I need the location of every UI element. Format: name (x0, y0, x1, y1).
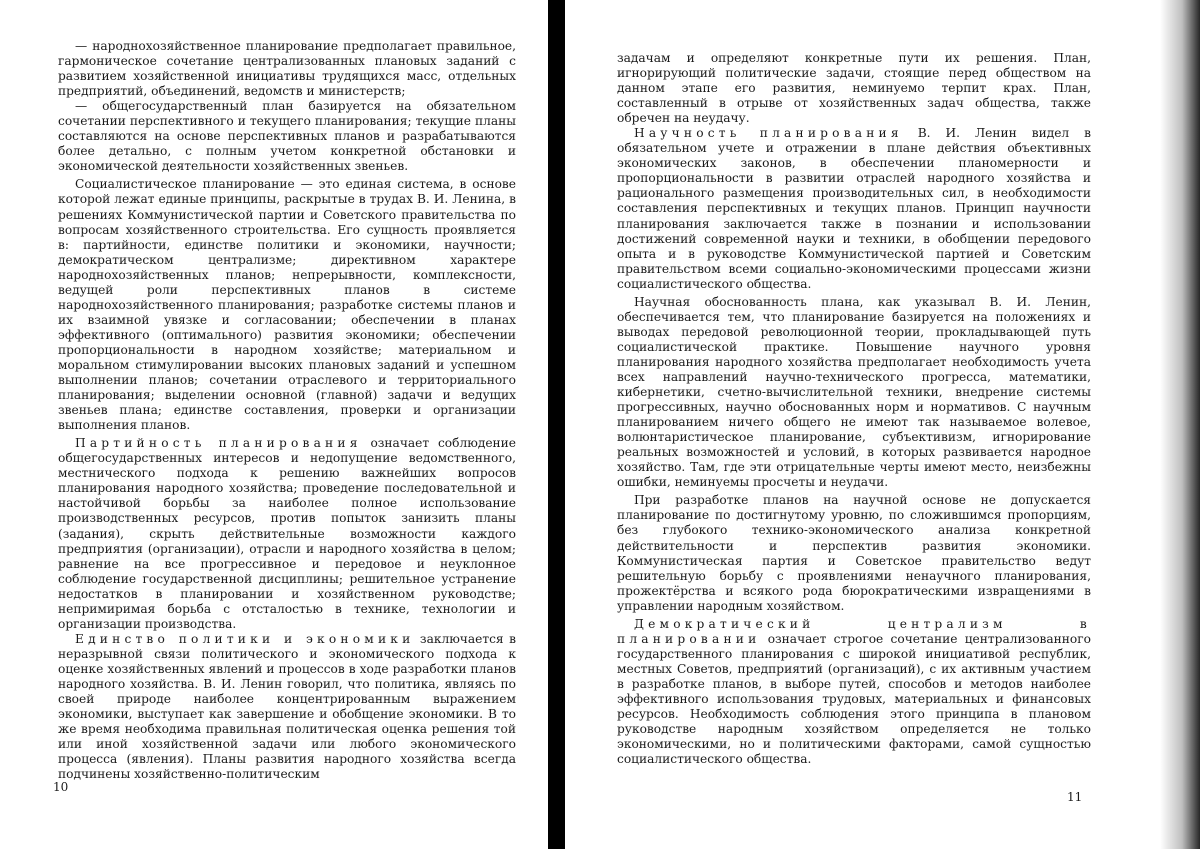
left-page (0, 0, 548, 849)
spaced-lead-phrase: Научность планирования (634, 126, 903, 140)
paragraph-body: В. И. Ленин видел в обязательном учете и отражении в плане действия объективных экономических законов, в обеспечении планомерности и пропорциональности в развитии отраслей народного хозяйства и рационального размещения производительных сил, в необходимости составления перспективных и текущих планов. Принцип научности планирования заключается также в познании и использовании достижений современной науки и техники, в обобщении передового опыта и в руководстве Коммунистической партией и Советским правительством всеми социально-экономическими процессами жизни социалистического общества. (617, 126, 1091, 290)
paragraph (617, 126, 1091, 292)
paragraph: Социалистическое планирование — это единая система, в основе которой лежат единые принципы, раскрытые в трудах В. И. Ленина, в решениях Коммунистической партии и Советского правительства по вопросам хозяйственного строительства. Его сущность проявляется в: партийности, единстве политики и экономики, научности; демократическом централизме; директивном характере народнохозяйственных планов; непрерывности, комплексности, ведущей роли перспективных планов в системе народнохозяйственного планирования; разработке системы планов и их взаимной увязке и согласовании; обеспечении в планах эффективного (оптимального) развития экономики; обеспечении пропорциональности в народном хозяйстве; материальном и моральном стимулировании высоких плановых заданий и успешном выполнении планов; сочетании отраслевого и территориального планирования; выделении основной (главной) задачи и ведущих звеньев плана; единстве составления, проверки и организации выполнения планов. (58, 177, 516, 433)
paragraph: При разработке планов на научной основе не допускается планирование по достигнутому уровню, по сложившимся пропорциям, без глубокого технико-экономического анализа конкретной действительности и перспектив развития экономики. Коммунистическая партия и Советское правительство ведут решительную борьбу с проявлениями ненаучного планирования, прожектёрства и всякого рода бюрократическими извращениями в управлении народным хозяйством. (617, 493, 1091, 613)
page-number: 10 (53, 780, 68, 794)
paragraph-body: заключается в неразрывной связи политического и экономического подхода к оценке хозяйственных явлений и процессов в ходе разработки планов народного хозяйства. В. И. Ленин говорил, что политика, являясь по своей природе наиболее концентрированным выражением экономики, выступает как завершение и обобщение экономики. В то же время необходима правильная политическая оценка решения той или иной хозяйственной задачи или любого экономического процесса (явления). Планы развития народного хозяйства всегда подчинены хозяйственно-политическим (58, 632, 516, 781)
paragraph-body: означает соблюдение общегосударственных интересов и недопущение ведомственного, местнического подхода к решению важнейших вопросов планирования народного хозяйства; проведение последовательной и настойчивой борьбы за наиболее полное использование производственных ресурсов, против попыток занизить планы (задания), скрыть действительные возможности каждого предприятия (организации), отрасли и народного хозяйства в целом; равнение на все прогрессивное и передовое и неуклонное соблюдение государственной дисциплины; решительное устранение недостатков в планировании и хозяйственном руководстве; непримиримая борьба с отсталостью в технике, технологии и организации производства. (58, 436, 516, 631)
spaced-lead-phrase: Демократический централизм в планировании (617, 617, 1091, 646)
right-page (565, 0, 1200, 849)
scan-edge-shadow (1160, 0, 1200, 849)
spaced-lead-phrase: Единство политики и экономики (75, 632, 414, 646)
paragraph: Научная обоснованность плана, как указывал В. И. Ленин, обеспечивается тем, что планирование базируется на положениях и выводах передовой революционной теории, прокладывающей путь социалистической практике. Повышение научного уровня планирования народного хозяйства предполагает необходимость учета всех направлений научно-технического прогресса, математики, кибернетики, счетно-вычислительной техники, внедрение системы прогрессивных, научно обоснованных норм и нормативов. С научным планированием ничего общего не имеют так называемое волевое, волюнтаристическое планирование, субъективизм, игнорирование реальных возможностей и условий, в которых развивается народное хозяйство. Там, где эти отрицательные черты имеют место, неизбежны ошибки, неминуемы просчеты и неудачи. (617, 295, 1091, 491)
paragraph: — народнохозяйственное планирование предполагает правильное, гармоническое сочетание централизованных плановых заданий с развитием хозяйственной инициативы трудящихся масс, отдельных предприятий, объединений, ведомств и министерств; (58, 39, 516, 99)
paragraph-body: означает строгое сочетание централизованного государственного планирования с широкой инициативой республик, местных Советов, предприятий (организаций), с их активным участием в разработке планов, в выборе путей, способов и методов наиболее эффективного использования трудовых, материальных и финансовых ресурсов. Необходимость соблюдения этого принципа в плановом руководстве народным хозяйством определяется не только экономическими, но и политическими факторами, самой сущностью социалистического общества. (617, 632, 1091, 766)
paragraph: — общегосударственный план базируется на обязательном сочетании перспективного и текущего планирования; текущие планы составляются на основе перспективных планов и разрабатываются более детально, с полным учетом конкретной обстановки и экономической деятельности хозяйственных звеньев. (58, 99, 516, 174)
page-number: 11 (1067, 790, 1082, 804)
paragraph (58, 632, 516, 782)
paragraph (617, 617, 1091, 767)
spaced-lead-phrase: Партийность планирования (75, 436, 362, 450)
left-text-column (58, 39, 516, 782)
right-text-column (617, 51, 1091, 767)
paragraph (58, 436, 516, 632)
paragraph: задачам и определяют конкретные пути их решения. План, игнорирующий политические задачи, стоящие перед обществом на данном этапе его развития, неминуемо терпит крах. План, составленный в отрыве от хозяйственных задач общества, также обречен на неудачу. (617, 51, 1091, 126)
book-gutter (548, 0, 565, 849)
